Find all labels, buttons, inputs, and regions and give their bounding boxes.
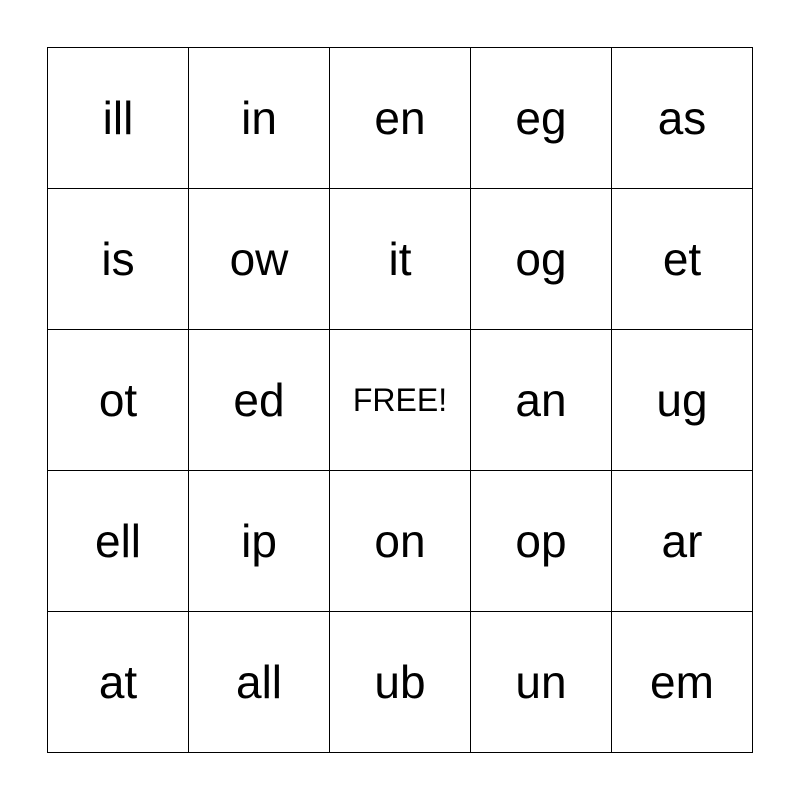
bingo-cell[interactable]: an xyxy=(471,330,612,471)
bingo-cell[interactable]: en xyxy=(330,48,471,189)
bingo-cell[interactable]: as xyxy=(612,48,753,189)
bingo-cell[interactable]: in xyxy=(189,48,330,189)
bingo-cell[interactable]: ug xyxy=(612,330,753,471)
bingo-row xyxy=(48,471,753,612)
bingo-cell[interactable]: op xyxy=(471,471,612,612)
bingo-cell[interactable]: ill xyxy=(48,48,189,189)
bingo-row xyxy=(48,48,753,189)
bingo-cell[interactable]: all xyxy=(189,612,330,753)
bingo-cell[interactable]: is xyxy=(48,189,189,330)
bingo-row xyxy=(48,612,753,753)
bingo-cell[interactable]: on xyxy=(330,471,471,612)
bingo-cell[interactable]: og xyxy=(471,189,612,330)
bingo-cell[interactable]: ed xyxy=(189,330,330,471)
bingo-free-space-cell[interactable]: FREE! xyxy=(330,330,471,471)
bingo-cell[interactable]: et xyxy=(612,189,753,330)
bingo-cell[interactable]: ar xyxy=(612,471,753,612)
bingo-row xyxy=(48,330,753,471)
bingo-cell[interactable]: eg xyxy=(471,48,612,189)
bingo-cell[interactable]: ub xyxy=(330,612,471,753)
bingo-cell[interactable]: ip xyxy=(189,471,330,612)
bingo-card-container xyxy=(47,47,753,753)
bingo-cell[interactable]: em xyxy=(612,612,753,753)
bingo-cell[interactable]: at xyxy=(48,612,189,753)
bingo-cell[interactable]: un xyxy=(471,612,612,753)
bingo-row xyxy=(48,189,753,330)
bingo-cell[interactable]: it xyxy=(330,189,471,330)
bingo-card-grid xyxy=(47,47,753,753)
bingo-cell[interactable]: ot xyxy=(48,330,189,471)
bingo-cell[interactable]: ell xyxy=(48,471,189,612)
bingo-cell[interactable]: ow xyxy=(189,189,330,330)
